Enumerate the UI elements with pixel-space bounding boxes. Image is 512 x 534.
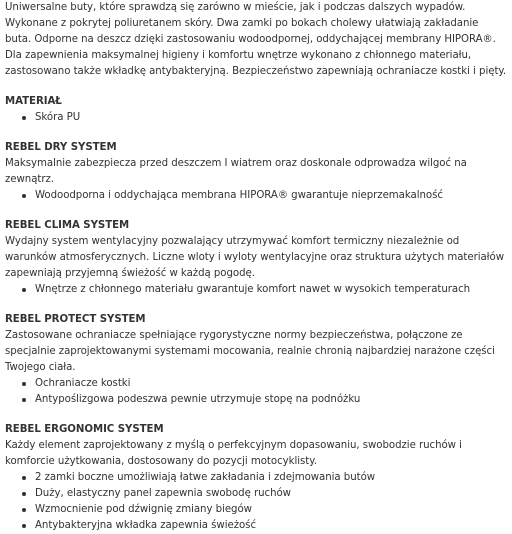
bullet-list	[5, 282, 507, 298]
section-protect-system	[5, 312, 507, 408]
list-item: Antypoślizgowa podeszwa pewnie utrzymuje stopę na podnóżku	[35, 392, 507, 408]
section-title: MATERIAŁ	[5, 96, 62, 107]
section-title: REBEL ERGONOMIC SYSTEM	[5, 424, 164, 435]
list-item: Duży, elastyczny panel zapewnia swobodę ruchów	[35, 486, 507, 502]
section-clima-system	[5, 218, 507, 298]
section-dry-system	[5, 140, 507, 204]
section-text: Każdy element zaprojektowany z myślą o perfekcyjnym dopasowaniu, swobodzie ruchów i komforcie użytkowania, dostosowany do pozycji motocyklisty.	[5, 440, 462, 467]
list-item: 2 zamki boczne umożliwiają łatwe zakładania i zdejmowania butów	[35, 470, 507, 486]
list-item: Wodoodporna i oddychająca membrana HIPORA® gwarantuje nieprzemakalność	[35, 188, 507, 204]
list-item: Antybakteryjna wkładka zapewnia świeżość	[35, 518, 507, 534]
bullet-list	[5, 470, 507, 534]
section-title: REBEL DRY SYSTEM	[5, 142, 117, 153]
section-title: REBEL PROTECT SYSTEM	[5, 314, 146, 325]
bullet-list	[5, 188, 507, 204]
bullet-list	[5, 110, 507, 126]
list-item: Wnętrze z chłonnego materiału gwarantuje komfort nawet w wysokich temperaturach	[35, 282, 507, 298]
list-item: Skóra PU	[35, 110, 507, 126]
section-ergonomic-system	[5, 422, 507, 534]
section-material	[5, 94, 507, 126]
section-title: REBEL CLIMA SYSTEM	[5, 220, 130, 231]
section-text: Wydajny system wentylacyjny pozwalający utrzymywać komfort termiczny niezależnie od warunków atmosferycznych. Liczne wloty i wyloty wentylacyjne oraz struktura użytych materiałów zapewniają przyjemną świeżość w każdą pogodę.	[5, 236, 504, 279]
intro-paragraph: Uniwersalne buty, które sprawdzą się zarówno w mieście, jak i podczas dalszych wypadów. Wykonane z pokrytej poliuretanem skóry. Dwa zamki po bokach cholewy ułatwiają zakładanie buta. Odporne na deszcz dzięki zastosowaniu wodoodpornej, oddychającej membrany HIPORA®. Dla zapewnienia maksymalnej higieny i komfortu wnętrze wykonano z chłonnego materiału, zastosowano także wkładkę antybakteryjną. Bezpieczeństwo zapewniają ochraniacze kostki i pięty.	[5, 2, 507, 77]
list-item: Ochraniacze kostki	[35, 376, 507, 392]
section-text: Zastosowane ochraniacze spełniające rygorystyczne normy bezpieczeństwa, połączone ze specjalnie zaprojektowanymi systemami mocowania, realnie chronią najbardziej narażone części Twojego ciała.	[5, 330, 495, 373]
section-text: Maksymalnie zabezpiecza przed deszczem I wiatrem oraz doskonale odprowadza wilgoć na zewnątrz.	[5, 158, 467, 185]
bullet-list	[5, 376, 507, 408]
list-item: Wzmocnienie pod dźwignię zmiany biegów	[35, 502, 507, 518]
